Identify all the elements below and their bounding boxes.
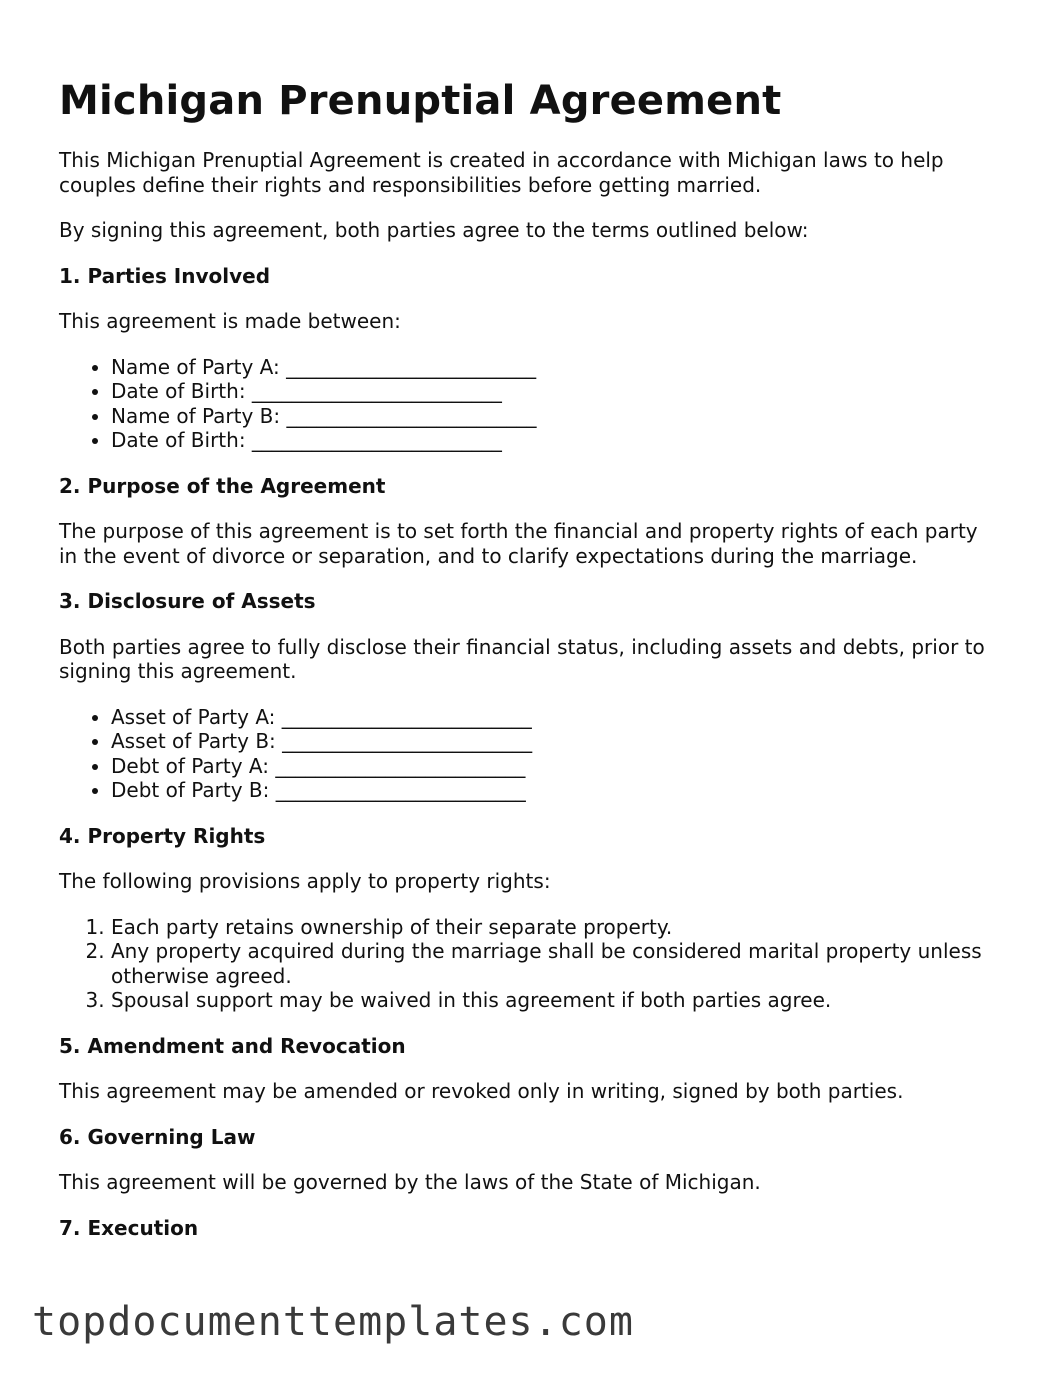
section-heading-law: 6. Governing Law (59, 1124, 256, 1149)
section-text-parties: This agreement is made between: (59, 309, 401, 333)
section-text-disclosure: Both parties agree to fully disclose their financial status, including assets and debts, prior to signing this agreement. (59, 634, 985, 683)
section-heading-parties: 1. Parties Involved (59, 263, 271, 288)
list-item: 2. Any property acquired during the marriage shall be considered marital property unless otherwise agreed. (111, 939, 999, 988)
section-text-law: This agreement will be governed by the laws of the State of Michigan. (59, 1170, 761, 1194)
section-text-property: The following provisions apply to property rights: (59, 869, 551, 893)
section-heading-execution: 7. Execution (59, 1215, 199, 1240)
section-text-purpose: The purpose of this agreement is to set forth the financial and property rights of each party in the event of divorce or separation, and to clarify expectations during the marriage. (59, 519, 978, 568)
disclosure-list (59, 705, 999, 803)
intro-paragraph: This Michigan Prenuptial Agreement is created in accordance with Michigan laws to help couples define their rights and responsibilities before getting married. (59, 148, 944, 197)
list-item: 1. Each party retains ownership of their separate property. (111, 915, 999, 940)
list-item: • Debt of Party A: _________________________ (111, 754, 999, 779)
list-item: • Date of Birth: _________________________ (111, 428, 999, 453)
section-text-amendment: This agreement may be amended or revoked only in writing, signed by both parties. (59, 1079, 904, 1103)
signing-note: By signing this agreement, both parties agree to the terms outlined below: (59, 218, 809, 242)
list-item: • Debt of Party B: _________________________ (111, 778, 999, 803)
watermark: topdocumenttemplates.com (32, 1299, 634, 1345)
document-title: Michigan Prenuptial Agreement (59, 78, 782, 124)
list-item: 3. Spousal support may be waived in this agreement if both parties agree. (111, 988, 999, 1013)
section-heading-property: 4. Property Rights (59, 823, 266, 848)
property-list (59, 915, 999, 1013)
section-heading-disclosure: 3. Disclosure of Assets (59, 589, 316, 613)
parties-list (59, 355, 999, 453)
document-page (59, 0, 999, 1240)
section-heading-amendment: 5. Amendment and Revocation (59, 1033, 406, 1058)
list-item: • Name of Party B: _________________________ (111, 404, 999, 429)
list-item: • Name of Party A: _________________________ (111, 355, 999, 380)
list-item: • Asset of Party A: _________________________ (111, 705, 999, 730)
list-item: • Asset of Party B: _________________________ (111, 729, 999, 754)
list-item: • Date of Birth: _________________________ (111, 379, 999, 404)
section-heading-purpose: 2. Purpose of the Agreement (59, 473, 386, 498)
